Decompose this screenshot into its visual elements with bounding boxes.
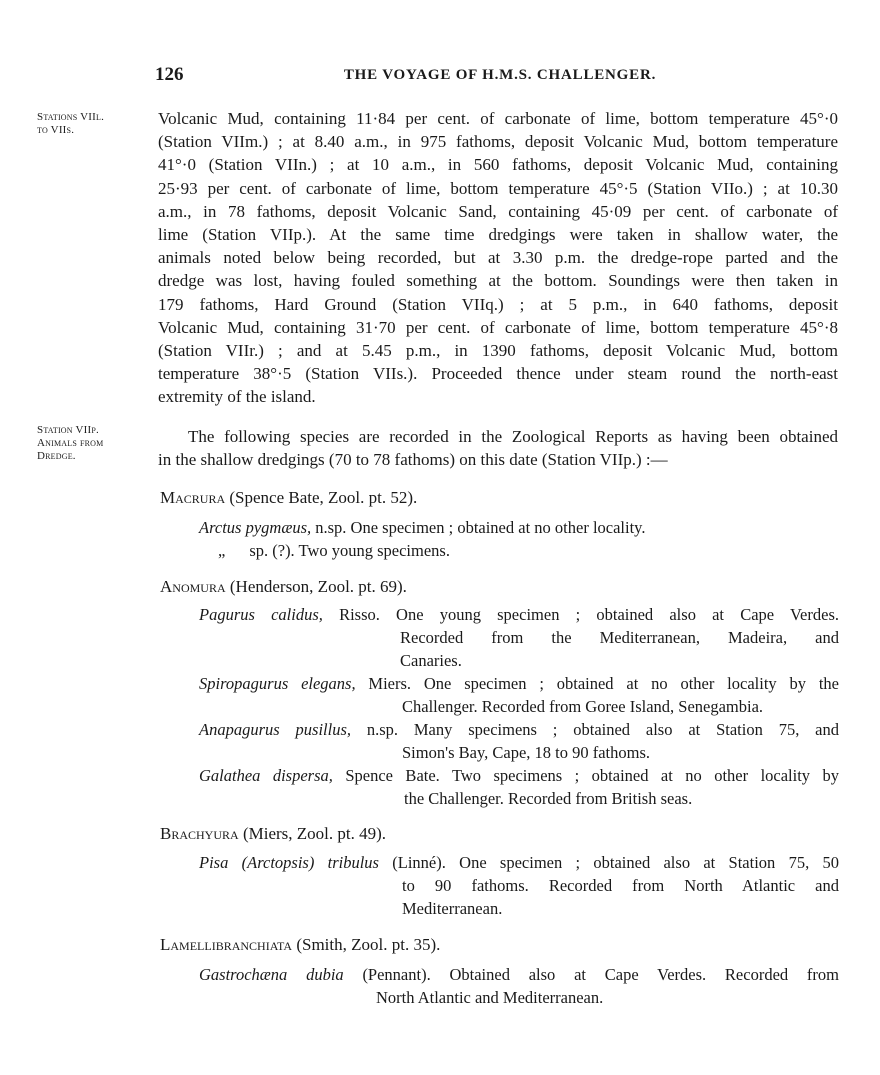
group-name: Lamellibranchiata — [160, 935, 293, 954]
margin-note-animals — [37, 424, 103, 463]
text-line: North Atlantic and Mediterranean. — [376, 988, 604, 1007]
page-header — [0, 64, 880, 90]
text-line: 41°·0 (Station VIIn.) ; at 10 a.m., in 560 fathoms, deposit Volcanic Mud, containing — [158, 155, 838, 175]
species-note: Risso. One young specimen ; obtained also at Cape Verdes. — [322, 605, 839, 624]
group-name: Macrura — [160, 488, 226, 507]
paragraph-stations — [158, 107, 838, 408]
running-title: THE VOYAGE OF H.M.S. CHALLENGER. — [343, 67, 657, 83]
text-line: Simon's Bay, Cape, 18 to 90 fathoms. — [402, 743, 651, 762]
species-note: n.sp. One specimen ; obtained at no other locality. — [311, 518, 646, 537]
species-entry — [218, 540, 838, 563]
text-line: 25·93 per cent. of carbonate of lime, bottom temperature 45°·5 (Station VIIo.) ; at 10.30 — [158, 178, 838, 198]
text-line: in the shallow dredgings (70 to 78 fathoms) on this date (Station VIIp.) :— — [158, 450, 668, 470]
group-heading-lamellibranchiata — [160, 933, 440, 956]
group-reference: (Spence Bate, Zool. pt. 52). — [225, 488, 418, 507]
species-entry — [199, 673, 839, 696]
group-reference: (Henderson, Zool. pt. 69). — [225, 577, 407, 596]
species-name: Pisa (Arctopsis) tribulus — [199, 853, 379, 872]
species-name: Anapagurus pusillus, — [199, 720, 351, 739]
margin-note-line: Stations VIIl. — [37, 111, 105, 123]
species-note: (Linné). One specimen ; obtained also at Station 75, 50 — [378, 853, 839, 872]
ditto-mark: „ — [218, 541, 226, 560]
species-name: Pagurus calidus, — [199, 605, 323, 624]
text-line: animals noted below being recorded, but at 3.30 p.m. the dredge-rope parted and the — [158, 248, 838, 268]
species-name: Spiropagurus elegans, — [199, 674, 356, 693]
species-note: (Pennant). Obtained also at Cape Verdes. Recorded from — [343, 965, 839, 984]
species-continuation — [402, 875, 839, 920]
group-name: Anomura — [160, 577, 226, 596]
text-line: Volcanic Mud, containing 11·84 per cent. of carbonate of lime, bottom temperature 45°·0 — [158, 109, 838, 128]
species-note: Spence Bate. Two specimens ; obtained at no other locality by — [332, 766, 839, 785]
text-line: Challenger. Recorded from Goree Island, Senegambia. — [402, 697, 764, 716]
text-line: temperature 38°·5 (Station VIIs.). Proceeded thence under steam round the north-east — [158, 364, 838, 384]
group-heading-brachyura — [160, 822, 386, 845]
margin-note-stations — [37, 111, 104, 137]
margin-note-line: Station VIIp. — [37, 424, 99, 436]
species-continuation — [402, 742, 839, 765]
text-line: (Station VIIr.) ; and at 5.45 p.m., in 1390 fathoms, deposit Volcanic Mud, bottom — [158, 340, 838, 360]
species-continuation — [404, 788, 839, 811]
species-note: Miers. One specimen ; obtained at no other locality by the — [355, 674, 839, 693]
species-continuation — [402, 696, 839, 719]
text-line: Volcanic Mud, containing 31·70 per cent. of carbonate of lime, bottom temperature 45°·8 — [158, 317, 838, 337]
text-line: Mediterranean. — [402, 898, 503, 918]
text-line: Recorded from the Mediterranean, Madeira, and — [400, 628, 839, 647]
species-name: Arctus pygmæus, — [199, 518, 312, 537]
text-line: to 90 fathoms. Recorded from North Atlantic and — [402, 876, 839, 895]
species-continuation — [376, 987, 839, 1010]
species-note: sp. (?). Two young specimens. — [249, 541, 450, 560]
species-note: n.sp. Many specimens ; obtained also at Station 75, and — [351, 720, 839, 739]
paragraph-species-intro — [158, 425, 838, 471]
text-line: the Challenger. Recorded from British seas. — [404, 789, 693, 808]
species-entry — [199, 604, 839, 627]
text-line: extremity of the island. — [158, 387, 316, 407]
text-line: Canaries. — [400, 650, 462, 670]
text-line: The following species are recorded in the Zoological Reports as having been obtained — [188, 427, 838, 446]
species-entry — [199, 765, 839, 788]
species-continuation — [400, 627, 839, 672]
species-entry — [199, 964, 839, 987]
text-line: dredge was lost, having fouled something at the bottom. Soundings were then taken in — [158, 271, 838, 291]
group-reference: (Miers, Zool. pt. 49). — [238, 824, 387, 843]
page-number: 126 — [155, 64, 184, 85]
group-reference: (Smith, Zool. pt. 35). — [292, 935, 441, 954]
text-line: a.m., in 78 fathoms, deposit Volcanic Sand, containing 45·09 per cent. of carbonate of — [158, 201, 838, 221]
species-name: Galathea dispersa, — [199, 766, 333, 785]
group-name: Brachyura — [160, 824, 239, 843]
text-line: lime (Station VIIp.). At the same time dredgings were taken in shallow water, the — [158, 224, 838, 244]
species-entry — [199, 852, 839, 875]
group-heading-macrura — [160, 486, 417, 509]
species-entry — [199, 719, 839, 742]
species-name: Gastrochæna dubia — [199, 965, 344, 984]
margin-note-line: to VIIs. — [37, 124, 75, 136]
text-line: (Station VIIm.) ; at 8.40 a.m., in 975 fathoms, deposit Volcanic Mud, bottom temperature — [158, 132, 838, 152]
species-entry — [199, 517, 839, 540]
margin-note-line: Animals from — [37, 437, 104, 449]
text-line: 179 fathoms, Hard Ground (Station VIIq.) ; at 5 p.m., in 640 fathoms, deposit — [158, 294, 838, 314]
group-heading-anomura — [160, 575, 407, 598]
margin-note-line: Dredge. — [37, 450, 76, 462]
